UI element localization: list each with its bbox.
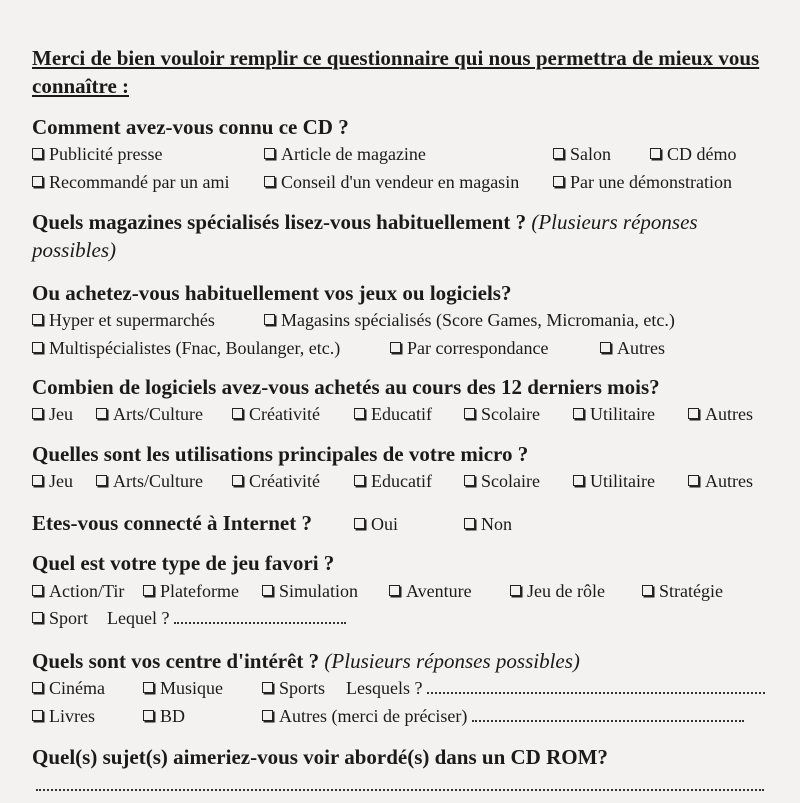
option-label: Conseil d'un vendeur en magasin [281, 172, 520, 192]
checkbox-icon[interactable] [32, 612, 43, 623]
option-label: Magasins spécialisés (Score Games, Micromania, etc.) [281, 310, 675, 330]
checkbox-icon[interactable] [262, 585, 273, 596]
option-label: Article de magazine [281, 144, 426, 164]
checkbox-icon[interactable] [464, 475, 475, 486]
option-label: Autres (merci de préciser) [279, 706, 468, 726]
checkbox-icon[interactable] [510, 585, 521, 596]
option-label: Scolaire [481, 471, 540, 491]
checkbox-icon[interactable] [464, 518, 475, 529]
option-label: Action/Tir [49, 581, 125, 601]
option-sport[interactable] [32, 605, 88, 631]
option-multispecialistes[interactable] [32, 335, 340, 361]
option-label: Jeu [49, 404, 73, 424]
dotted-answer-line[interactable] [36, 773, 764, 791]
checkbox-icon[interactable] [32, 176, 43, 187]
option-label: Utilitaire [590, 404, 655, 424]
option-arts-culture[interactable] [96, 401, 203, 427]
checkbox-icon[interactable] [96, 408, 107, 419]
option-creativite[interactable] [232, 468, 320, 494]
question-micro-usage: Quelles sont les utilisations principales de votre micro ? [32, 442, 529, 466]
checkbox-icon[interactable] [688, 408, 699, 419]
question-how-known: Comment avez-vous connu ce CD ? [32, 115, 349, 139]
checkbox-icon[interactable] [32, 408, 43, 419]
option-autres-preciser[interactable] [262, 703, 744, 729]
option-correspondance[interactable] [390, 335, 548, 361]
question-interests-title: Quels sont vos centre d'intérêt ? [32, 649, 320, 673]
option-label: Educatif [371, 471, 432, 491]
which-label: Lesquels ? [346, 678, 423, 698]
checkbox-icon[interactable] [600, 342, 611, 353]
option-label: Recommandé par un ami [49, 172, 230, 192]
option-label: Multispécialistes (Fnac, Boulanger, etc.) [49, 338, 341, 358]
option-label: Plateforme [160, 581, 239, 601]
checkbox-icon[interactable] [32, 148, 43, 159]
option-educatif[interactable] [354, 401, 432, 427]
checkbox-icon[interactable] [264, 148, 275, 159]
question-interests-note: (Plusieurs réponses possibles) [324, 649, 580, 673]
option-autres[interactable] [688, 468, 753, 494]
option-scolaire[interactable] [464, 401, 540, 427]
option-publicite-presse[interactable] [32, 141, 162, 167]
option-action-tir[interactable] [32, 578, 124, 604]
option-sports[interactable] [262, 675, 325, 701]
option-jeu[interactable] [32, 468, 73, 494]
sport-which-field[interactable] [107, 605, 346, 631]
option-label: Musique [160, 678, 223, 698]
checkbox-icon[interactable] [32, 585, 43, 596]
option-label: Salon [570, 144, 612, 164]
checkbox-icon[interactable] [553, 176, 564, 187]
option-label: Autres [705, 471, 753, 491]
dotted-answer-line[interactable] [427, 676, 765, 694]
checkbox-icon[interactable] [354, 518, 365, 529]
option-label: Par une démonstration [570, 172, 732, 192]
option-label: Stratégie [659, 581, 723, 601]
checkbox-icon[interactable] [464, 408, 475, 419]
question-magazines-title: Quels magazines spécialisés lisez-vous habituellement ? [32, 210, 527, 234]
checkbox-icon[interactable] [32, 342, 43, 353]
option-label: Créativité [249, 471, 320, 491]
checkbox-icon[interactable] [264, 176, 275, 187]
checkbox-icon[interactable] [389, 585, 400, 596]
option-label: Scolaire [481, 404, 540, 424]
option-strategie[interactable] [642, 578, 723, 604]
checkbox-icon[interactable] [32, 314, 43, 325]
option-plateforme[interactable] [143, 578, 239, 604]
option-label: Par correspondance [407, 338, 549, 358]
option-label: Livres [49, 706, 95, 726]
checkbox-icon[interactable] [232, 475, 243, 486]
option-label: Utilitaire [590, 471, 655, 491]
option-cd-demo[interactable] [650, 141, 737, 167]
option-article-magazine[interactable] [264, 141, 426, 167]
option-label: Non [481, 514, 512, 534]
checkbox-icon[interactable] [573, 408, 584, 419]
option-label: Arts/Culture [113, 471, 203, 491]
option-label: BD [160, 706, 186, 726]
checkbox-icon[interactable] [354, 475, 365, 486]
checkbox-icon[interactable] [553, 148, 564, 159]
checkbox-icon[interactable] [232, 408, 243, 419]
checkbox-icon[interactable] [262, 710, 273, 721]
option-label: Simulation [279, 581, 359, 601]
dotted-answer-line[interactable] [472, 704, 744, 722]
checkbox-icon[interactable] [143, 710, 154, 721]
checkbox-icon[interactable] [32, 475, 43, 486]
option-demonstration[interactable] [553, 169, 732, 195]
option-label: Arts/Culture [113, 404, 203, 424]
option-utilitaire[interactable] [573, 401, 655, 427]
option-utilitaire[interactable] [573, 468, 655, 494]
option-label: Oui [371, 514, 398, 534]
checkbox-icon[interactable] [143, 682, 154, 693]
option-musique[interactable] [143, 675, 223, 701]
option-creativite[interactable] [232, 401, 320, 427]
topics-answer-field[interactable] [36, 772, 764, 798]
option-oui[interactable] [354, 511, 398, 537]
option-jeu-de-role[interactable] [510, 578, 605, 604]
question-cd-topics: Quel(s) sujet(s) aimeriez-vous voir abordé(s) dans un CD ROM? [32, 745, 608, 769]
option-label: Jeu de rôle [527, 581, 605, 601]
checkbox-icon[interactable] [354, 408, 365, 419]
option-salon[interactable] [553, 141, 611, 167]
option-label: Autres [705, 404, 753, 424]
option-recommande[interactable] [32, 169, 229, 195]
option-arts-culture[interactable] [96, 468, 203, 494]
which-label: Lequel ? [107, 608, 170, 628]
option-bd[interactable] [143, 703, 185, 729]
option-label: Publicité presse [49, 144, 163, 164]
option-label: Autres [617, 338, 665, 358]
option-jeu[interactable] [32, 401, 73, 427]
option-label: Cinéma [49, 678, 105, 698]
checkbox-icon[interactable] [143, 585, 154, 596]
checkbox-icon[interactable] [32, 710, 43, 721]
option-autres[interactable] [600, 335, 665, 361]
checkbox-icon[interactable] [642, 585, 653, 596]
option-label: Créativité [249, 404, 320, 424]
dotted-answer-line[interactable] [174, 606, 346, 624]
option-conseil-vendeur[interactable] [264, 169, 519, 195]
option-educatif[interactable] [354, 468, 432, 494]
option-label: Jeu [49, 471, 73, 491]
intro-text: Merci de bien vouloir remplir ce questionnaire qui nous permettra de mieux vous connaître : [32, 46, 760, 98]
question-where-buy: Ou achetez-vous habituellement vos jeux ou logiciels? [32, 281, 512, 305]
option-label: Educatif [371, 404, 432, 424]
option-label: Sports [279, 678, 326, 698]
question-software-count: Combien de logiciels avez-vous achetés au cours des 12 derniers mois? [32, 375, 660, 399]
checkbox-icon[interactable] [688, 475, 699, 486]
question-game-type: Quel est votre type de jeu favori ? [32, 551, 335, 575]
option-label: CD démo [667, 144, 737, 164]
checkbox-icon[interactable] [96, 475, 107, 486]
option-aventure[interactable] [389, 578, 472, 604]
question-interests [32, 647, 580, 675]
option-non[interactable] [464, 511, 512, 537]
question-internet: Etes-vous connecté à Internet ? [32, 511, 312, 535]
option-label: Aventure [406, 581, 472, 601]
option-autres[interactable] [688, 401, 753, 427]
question-magazines-note: (Plusieurs réponses possibles) [32, 210, 698, 262]
checkbox-icon[interactable] [390, 342, 401, 353]
sports-which-field[interactable] [346, 675, 765, 701]
question-magazines [32, 208, 772, 264]
option-magasins-specialises[interactable] [264, 307, 675, 333]
option-livres[interactable] [32, 703, 95, 729]
option-scolaire[interactable] [464, 468, 540, 494]
option-label: Sport [49, 608, 89, 628]
checkbox-icon[interactable] [264, 314, 275, 325]
option-cinema[interactable] [32, 675, 105, 701]
option-simulation[interactable] [262, 578, 358, 604]
checkbox-icon[interactable] [32, 682, 43, 693]
checkbox-icon[interactable] [650, 148, 661, 159]
option-hyper[interactable] [32, 307, 215, 333]
checkbox-icon[interactable] [573, 475, 584, 486]
option-label: Hyper et supermarchés [49, 310, 215, 330]
checkbox-icon[interactable] [262, 682, 273, 693]
